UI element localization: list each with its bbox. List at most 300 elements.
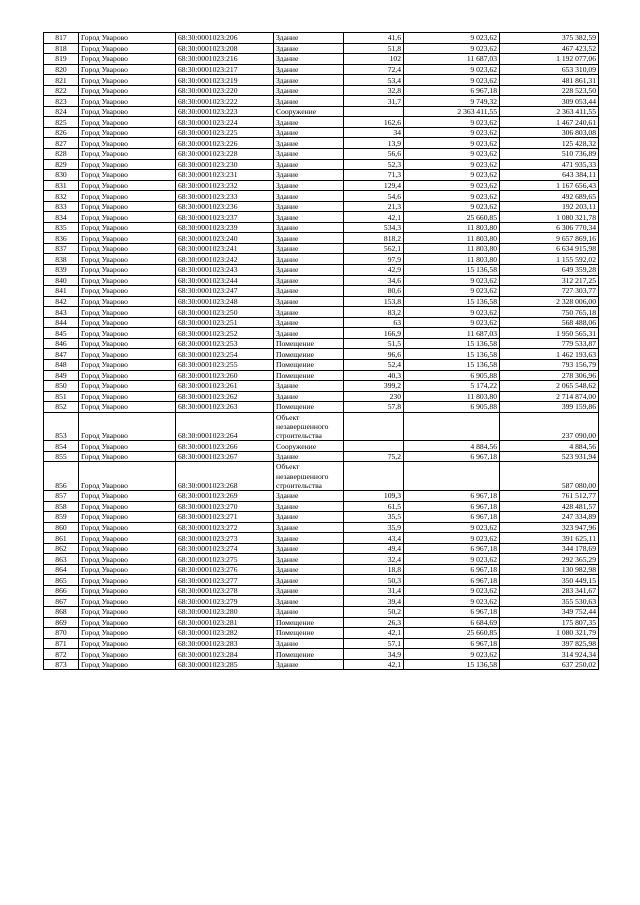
cadastral-number-cell: 68:30:0001023:279 — [176, 596, 274, 607]
cadastral-value-cell: 1 950 565,31 — [500, 328, 599, 339]
cadastral-number-cell: 68:30:0001023:232 — [176, 180, 274, 191]
table-row — [44, 127, 599, 138]
cadastral-number-cell: 68:30:0001023:278 — [176, 585, 274, 596]
locality-cell: Город Уварово — [79, 254, 176, 265]
table-row — [44, 222, 599, 233]
cadastral-number-cell: 68:30:0001023:252 — [176, 328, 274, 339]
unit-value-cell: 6 905,88 — [404, 402, 500, 413]
locality-cell: Город Уварово — [79, 649, 176, 660]
cadastral-number-cell: 68:30:0001023:269 — [176, 491, 274, 502]
object-type-cell: Здание — [274, 307, 344, 318]
cadastral-value-cell: 397 825,98 — [500, 638, 599, 649]
unit-value-cell: 25 660,85 — [404, 212, 500, 223]
locality-cell: Город Уварово — [79, 265, 176, 276]
area-cell — [344, 462, 404, 491]
cadastral-number-cell: 68:30:0001023:208 — [176, 43, 274, 54]
row-number-cell: 818 — [44, 43, 79, 54]
cadastral-number-cell: 68:30:0001023:264 — [176, 412, 274, 441]
cadastral-value-cell: 312 217,25 — [500, 275, 599, 286]
row-number-cell: 838 — [44, 254, 79, 265]
table-row — [44, 359, 599, 370]
cadastral-value-cell: 247 334,89 — [500, 512, 599, 523]
table-row — [44, 43, 599, 54]
object-type-cell: Здание — [274, 564, 344, 575]
locality-cell: Город Уварово — [79, 191, 176, 202]
unit-value-cell: 9 023,62 — [404, 43, 500, 54]
unit-value-cell: 9 023,62 — [404, 33, 500, 44]
unit-value-cell: 11 803,80 — [404, 243, 500, 254]
area-cell: 75,2 — [344, 451, 404, 462]
area-cell: 39,4 — [344, 596, 404, 607]
cadastral-number-cell: 68:30:0001023:250 — [176, 307, 274, 318]
row-number-cell: 859 — [44, 512, 79, 523]
row-number-cell: 840 — [44, 275, 79, 286]
unit-value-cell: 15 136,58 — [404, 296, 500, 307]
cadastral-number-cell: 68:30:0001023:243 — [176, 265, 274, 276]
cadastral-number-cell: 68:30:0001023:285 — [176, 659, 274, 670]
table-row — [44, 317, 599, 328]
row-number-cell: 830 — [44, 170, 79, 181]
unit-value-cell: 6 967,18 — [404, 501, 500, 512]
unit-value-cell: 6 967,18 — [404, 85, 500, 96]
unit-value-cell: 11 803,80 — [404, 254, 500, 265]
cadastral-number-cell: 68:30:0001023:282 — [176, 628, 274, 639]
cadastral-value-cell: 643 384,11 — [500, 170, 599, 181]
object-type-cell: Помещение — [274, 338, 344, 349]
cadastral-value-cell: 1 155 592,02 — [500, 254, 599, 265]
row-number-cell: 823 — [44, 96, 79, 107]
locality-cell: Город Уварово — [79, 659, 176, 670]
cadastral-value-cell: 727 303,77 — [500, 286, 599, 297]
cadastral-value-cell: 653 310,09 — [500, 64, 599, 75]
area-cell: 35,5 — [344, 512, 404, 523]
cadastral-value-cell: 237 090,00 — [500, 412, 599, 441]
row-number-cell: 847 — [44, 349, 79, 360]
cadastral-number-cell: 68:30:0001023:283 — [176, 638, 274, 649]
area-cell: 63 — [344, 317, 404, 328]
row-number-cell: 863 — [44, 554, 79, 565]
table-row — [44, 233, 599, 244]
unit-value-cell: 15 136,58 — [404, 349, 500, 360]
cadastral-value-cell: 492 689,65 — [500, 191, 599, 202]
locality-cell: Город Уварово — [79, 149, 176, 160]
cadastral-value-cell: 1 462 193,63 — [500, 349, 599, 360]
area-cell: 26,3 — [344, 617, 404, 628]
cadastral-value-cell: 344 178,69 — [500, 543, 599, 554]
object-type-cell: Здание — [274, 381, 344, 392]
row-number-cell: 835 — [44, 222, 79, 233]
cadastral-value-cell: 467 423,52 — [500, 43, 599, 54]
table-row — [44, 328, 599, 339]
unit-value-cell: 6 905,88 — [404, 370, 500, 381]
area-cell: 72,4 — [344, 64, 404, 75]
table-row — [44, 596, 599, 607]
cadastral-value-cell: 2 363 411,55 — [500, 106, 599, 117]
object-type-cell: Здание — [274, 191, 344, 202]
cadastral-number-cell: 68:30:0001023:284 — [176, 649, 274, 660]
cadastral-number-cell: 68:30:0001023:251 — [176, 317, 274, 328]
cadastral-number-cell: 68:30:0001023:223 — [176, 106, 274, 117]
area-cell: 61,5 — [344, 501, 404, 512]
area-cell: 80,6 — [344, 286, 404, 297]
table-body — [44, 33, 599, 670]
area-cell: 34,9 — [344, 649, 404, 660]
cadastral-value-cell: 1 192 077,06 — [500, 54, 599, 65]
area-cell — [344, 441, 404, 452]
table-row — [44, 441, 599, 452]
table-row — [44, 338, 599, 349]
unit-value-cell: 9 023,62 — [404, 533, 500, 544]
row-number-cell: 826 — [44, 127, 79, 138]
area-cell: 562,1 — [344, 243, 404, 254]
unit-value-cell: 11 803,80 — [404, 233, 500, 244]
cadastral-value-cell: 2 714 874,00 — [500, 391, 599, 402]
object-type-cell: Здание — [274, 522, 344, 533]
row-number-cell: 820 — [44, 64, 79, 75]
table-row — [44, 522, 599, 533]
area-cell: 129,4 — [344, 180, 404, 191]
row-number-cell: 824 — [44, 106, 79, 117]
cadastral-number-cell: 68:30:0001023:267 — [176, 451, 274, 462]
table-row — [44, 75, 599, 86]
table-row — [44, 617, 599, 628]
locality-cell: Город Уварово — [79, 75, 176, 86]
unit-value-cell: 4 884,56 — [404, 441, 500, 452]
table-row — [44, 638, 599, 649]
table-row — [44, 138, 599, 149]
unit-value-cell: 15 136,58 — [404, 265, 500, 276]
unit-value-cell: 6 967,18 — [404, 564, 500, 575]
area-cell: 21,3 — [344, 201, 404, 212]
object-type-cell: Здание — [274, 638, 344, 649]
locality-cell: Город Уварово — [79, 370, 176, 381]
locality-cell: Город Уварово — [79, 554, 176, 565]
cadastral-number-cell: 68:30:0001023:233 — [176, 191, 274, 202]
area-cell: 96,6 — [344, 349, 404, 360]
cadastral-number-cell: 68:30:0001023:280 — [176, 607, 274, 618]
row-number-cell: 871 — [44, 638, 79, 649]
unit-value-cell: 9 023,62 — [404, 649, 500, 660]
cadastral-value-cell: 2 065 548,62 — [500, 381, 599, 392]
cadastral-number-cell: 68:30:0001023:254 — [176, 349, 274, 360]
cadastral-number-cell: 68:30:0001023:236 — [176, 201, 274, 212]
locality-cell: Город Уварово — [79, 317, 176, 328]
area-cell: 43,4 — [344, 533, 404, 544]
area-cell: 50,2 — [344, 607, 404, 618]
cadastral-number-cell: 68:30:0001023:271 — [176, 512, 274, 523]
cadastral-value-cell: 4 884,56 — [500, 441, 599, 452]
table-row — [44, 85, 599, 96]
row-number-cell: 872 — [44, 649, 79, 660]
row-number-cell: 837 — [44, 243, 79, 254]
locality-cell: Город Уварово — [79, 512, 176, 523]
area-cell: 54,6 — [344, 191, 404, 202]
cadastral-number-cell: 68:30:0001023:277 — [176, 575, 274, 586]
cadastral-value-cell: 278 306,96 — [500, 370, 599, 381]
cadastral-value-cell: 314 924,34 — [500, 649, 599, 660]
cadastral-value-cell: 192 203,11 — [500, 201, 599, 212]
locality-cell: Город Уварово — [79, 441, 176, 452]
unit-value-cell: 9 023,62 — [404, 275, 500, 286]
cadastral-value-cell: 428 481,57 — [500, 501, 599, 512]
table-row — [44, 296, 599, 307]
table-row — [44, 649, 599, 660]
cadastral-number-cell: 68:30:0001023:276 — [176, 564, 274, 575]
locality-cell: Город Уварово — [79, 462, 176, 491]
cadastral-number-cell: 68:30:0001023:273 — [176, 533, 274, 544]
table-row — [44, 33, 599, 44]
unit-value-cell: 5 174,22 — [404, 381, 500, 392]
cadastral-value-cell: 283 341,67 — [500, 585, 599, 596]
row-number-cell: 851 — [44, 391, 79, 402]
locality-cell: Город Уварово — [79, 222, 176, 233]
row-number-cell: 870 — [44, 628, 79, 639]
row-number-cell: 850 — [44, 381, 79, 392]
area-cell: 34,6 — [344, 275, 404, 286]
area-cell: 57,1 — [344, 638, 404, 649]
row-number-cell: 857 — [44, 491, 79, 502]
cadastral-value-cell: 228 523,50 — [500, 85, 599, 96]
locality-cell: Город Уварово — [79, 106, 176, 117]
object-type-cell: Помещение — [274, 617, 344, 628]
cadastral-number-cell: 68:30:0001023:216 — [176, 54, 274, 65]
locality-cell: Город Уварово — [79, 533, 176, 544]
cadastral-number-cell: 68:30:0001023:275 — [176, 554, 274, 565]
cadastral-value-cell: 125 428,32 — [500, 138, 599, 149]
cadastral-value-cell: 130 982,98 — [500, 564, 599, 575]
cadastral-value-cell: 2 328 006,00 — [500, 296, 599, 307]
object-type-cell: Здание — [274, 317, 344, 328]
locality-cell: Город Уварово — [79, 402, 176, 413]
cadastral-number-cell: 68:30:0001023:225 — [176, 127, 274, 138]
row-number-cell: 861 — [44, 533, 79, 544]
area-cell: 42,1 — [344, 659, 404, 670]
cadastral-number-cell: 68:30:0001023:255 — [176, 359, 274, 370]
table-row — [44, 543, 599, 554]
cadastral-value-cell: 587 080,00 — [500, 462, 599, 491]
locality-cell: Город Уварово — [79, 638, 176, 649]
area-cell: 42,9 — [344, 265, 404, 276]
cadastral-number-cell: 68:30:0001023:206 — [176, 33, 274, 44]
object-type-cell: Здание — [274, 659, 344, 670]
locality-cell: Город Уварово — [79, 296, 176, 307]
locality-cell: Город Уварово — [79, 501, 176, 512]
object-type-cell: Здание — [274, 585, 344, 596]
cadastral-value-cell: 471 935,33 — [500, 159, 599, 170]
object-type-cell: Здание — [274, 180, 344, 191]
object-type-cell: Здание — [274, 85, 344, 96]
row-number-cell: 858 — [44, 501, 79, 512]
row-number-cell: 849 — [44, 370, 79, 381]
unit-value-cell: 9 023,62 — [404, 138, 500, 149]
cadastral-value-cell: 481 861,31 — [500, 75, 599, 86]
area-cell — [344, 412, 404, 441]
area-cell: 56,6 — [344, 149, 404, 160]
object-type-cell: Здание — [274, 127, 344, 138]
object-type-cell: Помещение — [274, 359, 344, 370]
object-type-cell: Здание — [274, 233, 344, 244]
row-number-cell: 833 — [44, 201, 79, 212]
locality-cell: Город Уварово — [79, 338, 176, 349]
table-row — [44, 628, 599, 639]
object-type-cell: Сооружение — [274, 441, 344, 452]
object-type-cell: Здание — [274, 491, 344, 502]
cadastral-value-cell: 9 657 869,16 — [500, 233, 599, 244]
area-cell: 31,7 — [344, 96, 404, 107]
unit-value-cell: 9 023,62 — [404, 201, 500, 212]
unit-value-cell: 11 803,80 — [404, 391, 500, 402]
object-type-cell: Здание — [274, 254, 344, 265]
table-row — [44, 575, 599, 586]
locality-cell: Город Уварово — [79, 54, 176, 65]
row-number-cell: 841 — [44, 286, 79, 297]
area-cell: 57,8 — [344, 402, 404, 413]
locality-cell: Город Уварово — [79, 201, 176, 212]
object-type-cell: Здание — [274, 138, 344, 149]
table-row — [44, 106, 599, 117]
unit-value-cell: 15 136,58 — [404, 659, 500, 670]
unit-value-cell: 9 023,62 — [404, 585, 500, 596]
table-row — [44, 243, 599, 254]
unit-value-cell: 25 660,85 — [404, 628, 500, 639]
area-cell: 35,9 — [344, 522, 404, 533]
row-number-cell: 855 — [44, 451, 79, 462]
area-cell: 32,4 — [344, 554, 404, 565]
object-type-cell: Здание — [274, 554, 344, 565]
area-cell: 166,9 — [344, 328, 404, 339]
cadastral-value-cell: 568 488,06 — [500, 317, 599, 328]
object-type-cell: Здание — [274, 328, 344, 339]
object-type-cell: Здание — [274, 275, 344, 286]
object-type-cell: Объект незавершенного строительства — [274, 412, 344, 441]
object-type-cell: Здание — [274, 265, 344, 276]
locality-cell: Город Уварово — [79, 412, 176, 441]
cadastral-value-cell: 649 359,28 — [500, 265, 599, 276]
row-number-cell: 839 — [44, 265, 79, 276]
locality-cell: Город Уварово — [79, 607, 176, 618]
cadastral-number-cell: 68:30:0001023:230 — [176, 159, 274, 170]
table-row — [44, 191, 599, 202]
unit-value-cell: 2 363 411,55 — [404, 106, 500, 117]
unit-value-cell: 9 023,62 — [404, 180, 500, 191]
locality-cell: Город Уварово — [79, 96, 176, 107]
cadastral-value-cell: 350 449,15 — [500, 575, 599, 586]
unit-value-cell — [404, 462, 500, 491]
object-type-cell: Помещение — [274, 402, 344, 413]
area-cell: 153,8 — [344, 296, 404, 307]
locality-cell: Город Уварово — [79, 543, 176, 554]
area-cell: 50,3 — [344, 575, 404, 586]
locality-cell: Город Уварово — [79, 381, 176, 392]
area-cell: 230 — [344, 391, 404, 402]
locality-cell: Город Уварово — [79, 628, 176, 639]
table-row — [44, 659, 599, 670]
object-type-cell: Здание — [274, 543, 344, 554]
cadastral-value-cell: 292 365,29 — [500, 554, 599, 565]
area-cell: 534,3 — [344, 222, 404, 233]
locality-cell: Город Уварово — [79, 180, 176, 191]
row-number-cell: 844 — [44, 317, 79, 328]
table-row — [44, 554, 599, 565]
cadastral-number-cell: 68:30:0001023:274 — [176, 543, 274, 554]
area-cell: 49,4 — [344, 543, 404, 554]
cadastral-value-cell: 523 931,94 — [500, 451, 599, 462]
object-type-cell: Здание — [274, 170, 344, 181]
cadastral-number-cell: 68:30:0001023:261 — [176, 381, 274, 392]
unit-value-cell: 9 749,32 — [404, 96, 500, 107]
cadastral-number-cell: 68:30:0001023:222 — [176, 96, 274, 107]
table-row — [44, 349, 599, 360]
object-type-cell: Здание — [274, 96, 344, 107]
locality-cell: Город Уварово — [79, 275, 176, 286]
object-type-cell: Здание — [274, 75, 344, 86]
table-row — [44, 533, 599, 544]
unit-value-cell: 9 023,62 — [404, 149, 500, 160]
locality-cell: Город Уварово — [79, 286, 176, 297]
locality-cell: Город Уварово — [79, 349, 176, 360]
cadastral-number-cell: 68:30:0001023:244 — [176, 275, 274, 286]
locality-cell: Город Уварово — [79, 64, 176, 75]
row-number-cell: 822 — [44, 85, 79, 96]
unit-value-cell: 11 687,03 — [404, 328, 500, 339]
unit-value-cell: 15 136,58 — [404, 359, 500, 370]
table-row — [44, 391, 599, 402]
row-number-cell: 829 — [44, 159, 79, 170]
locality-cell: Город Уварово — [79, 617, 176, 628]
area-cell: 52,3 — [344, 159, 404, 170]
cadastral-number-cell: 68:30:0001023:219 — [176, 75, 274, 86]
area-cell: 109,3 — [344, 491, 404, 502]
unit-value-cell: 9 023,62 — [404, 307, 500, 318]
object-type-cell: Здание — [274, 607, 344, 618]
unit-value-cell: 6 967,18 — [404, 491, 500, 502]
object-type-cell: Здание — [274, 533, 344, 544]
object-type-cell: Здание — [274, 33, 344, 44]
locality-cell: Город Уварово — [79, 127, 176, 138]
object-type-cell: Помещение — [274, 649, 344, 660]
table-row — [44, 402, 599, 413]
unit-value-cell: 9 023,62 — [404, 127, 500, 138]
area-cell: 51,8 — [344, 43, 404, 54]
locality-cell: Город Уварово — [79, 522, 176, 533]
table-row — [44, 180, 599, 191]
object-type-cell: Здание — [274, 501, 344, 512]
cadastral-value-cell: 6 306 770,34 — [500, 222, 599, 233]
row-number-cell: 843 — [44, 307, 79, 318]
row-number-cell: 866 — [44, 585, 79, 596]
object-type-cell: Здание — [274, 159, 344, 170]
unit-value-cell: 11 803,80 — [404, 222, 500, 233]
row-number-cell: 819 — [44, 54, 79, 65]
area-cell: 31,4 — [344, 585, 404, 596]
cadastral-value-cell: 1 167 656,43 — [500, 180, 599, 191]
area-cell: 53,4 — [344, 75, 404, 86]
table-row — [44, 607, 599, 618]
row-number-cell: 817 — [44, 33, 79, 44]
row-number-cell: 828 — [44, 149, 79, 160]
unit-value-cell: 9 023,62 — [404, 522, 500, 533]
cadastral-number-cell: 68:30:0001023:220 — [176, 85, 274, 96]
area-cell: 97,9 — [344, 254, 404, 265]
unit-value-cell: 9 023,62 — [404, 64, 500, 75]
row-number-cell: 853 — [44, 412, 79, 441]
row-number-cell: 852 — [44, 402, 79, 413]
row-number-cell: 862 — [44, 543, 79, 554]
locality-cell: Город Уварово — [79, 243, 176, 254]
cadastral-value-cell: 6 634 915,98 — [500, 243, 599, 254]
table-row — [44, 286, 599, 297]
cadastral-number-cell: 68:30:0001023:253 — [176, 338, 274, 349]
